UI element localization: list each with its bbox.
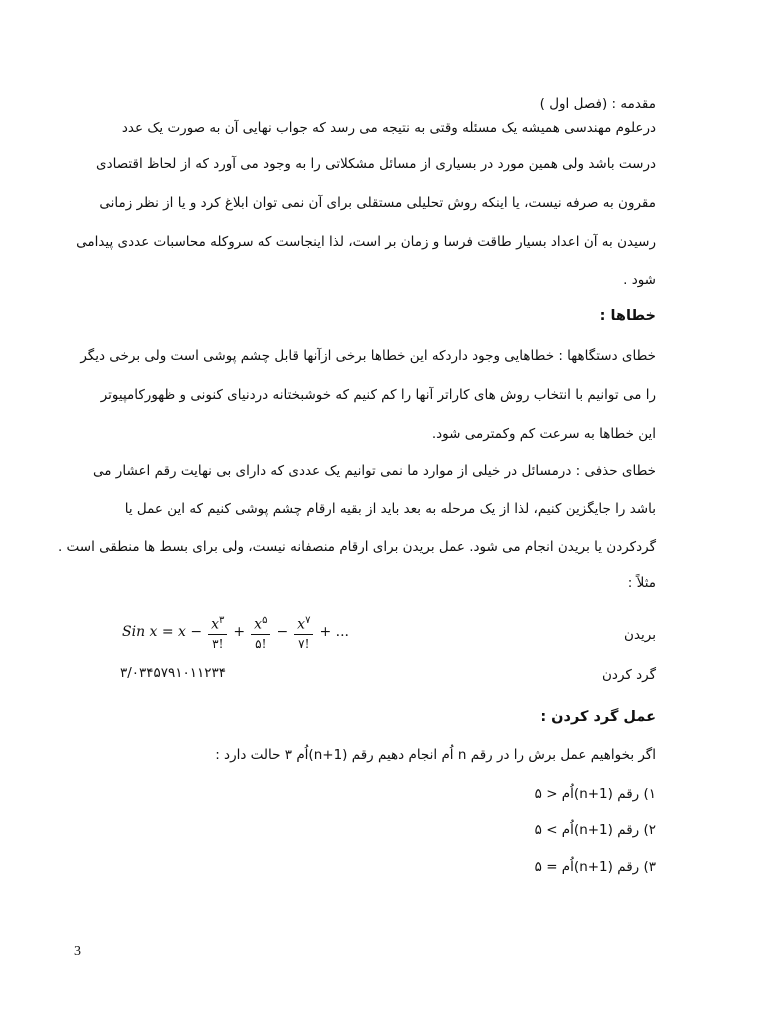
case-2: ۲) رقم (n+1)اُم > ۵ [534,822,656,838]
case-1: ۱) رقم (n+1)اُم < ۵ [534,786,656,802]
page-number: 3 [74,944,81,959]
rounding-intro: اگر بخواهیم عمل برش را در رقم n اُم انجام دهیم رقم (n+1)اُم ۳ حالت دارد : [215,747,656,763]
formula-lhs: Sin x = x − [122,623,203,640]
intro-line-4: رسیدن به آن اعداد بسیار طاقت فرسا و زمان بر است، لذا اینجاست که سروکله محاسبات عددی پیدامی [76,234,656,250]
term2-exponent: ۵ [262,615,268,626]
rounding-label: گرد کردن [602,667,656,683]
errors-line-1: خطای دستگاهها : خطاهایی وجود داردکه این خطاها برخی ازآنها قابل چشم پوشی است ولی برخی دیگر [80,348,656,364]
term3-denominator: ۷! [298,636,310,651]
term2-numerator: x [254,616,263,633]
intro-line-5: شود . [623,272,656,288]
term1-denominator: ۳! [212,636,224,651]
term2-denominator: ۵! [255,636,267,651]
intro-line-3: مقرون به صرفه نیست، یا اینکه روش تحلیلی مستقلی برای آن نمی توان ابلاغ کرد و یا از نظر زمانی [99,195,656,211]
formula-operator-2: − [276,623,289,640]
term1-exponent: ۳ [219,615,225,626]
errors-line-6: گردکردن یا بریدن انجام می شود. عمل بریدن برای ارقام منصفانه نیست، ولی برای بسط ها منطقی است . [57,539,656,555]
truncation-label: بریدن [624,627,656,643]
errors-line-5: باشد را جایگزین کنیم، لذا از یک مرحله به بعد باید از بقیه ارقام چشم پوشی کنیم که این عمل یا [124,501,656,517]
term3-exponent: ۷ [305,615,311,626]
intro-line-1: درعلوم مهندسی همیشه یک مسئله وقتی به نتیجه می رسد که جواب نهایی آن به صورت یک عدد [121,120,656,136]
chapter-heading: مقدمه : (فصل اول ) [539,96,656,112]
errors-line-7: مثلاً : [627,575,656,591]
formula-operator-1: + [233,623,246,640]
intro-line-2: درست باشد ولی همین مورد در بسیاری از مسائل مشکلاتی را به وجود می آورد که از لحاظ اقتصادی [96,156,656,172]
errors-heading: خطاها : [599,308,656,324]
errors-line-2: را می توانیم با انتخاب روش های کاراتر آنها را کم کنیم که خوشبختانه دردنیای کنونی و ظهورکامپیوتر [100,387,656,403]
formula-tail: + ... [319,623,349,640]
errors-line-4: خطای حذفی : درمسائل در خیلی از موارد ما نمی توانیم یک عددی که دارای بی نهایت رقم اعشار می [93,463,656,479]
term3-numerator: x [297,616,306,633]
rounding-heading: عمل گرد کردن : [540,709,656,725]
rounded-number: ۳/۰۳۴۵۷۹۱۰۱۱۲۳۴ [120,665,227,681]
errors-line-3: این خطاها به سرعت کم وکمترمی شود. [431,426,656,442]
term1-numerator: x [211,616,220,633]
case-3: ۳) رقم (n+1)اُم = ۵ [534,859,656,875]
